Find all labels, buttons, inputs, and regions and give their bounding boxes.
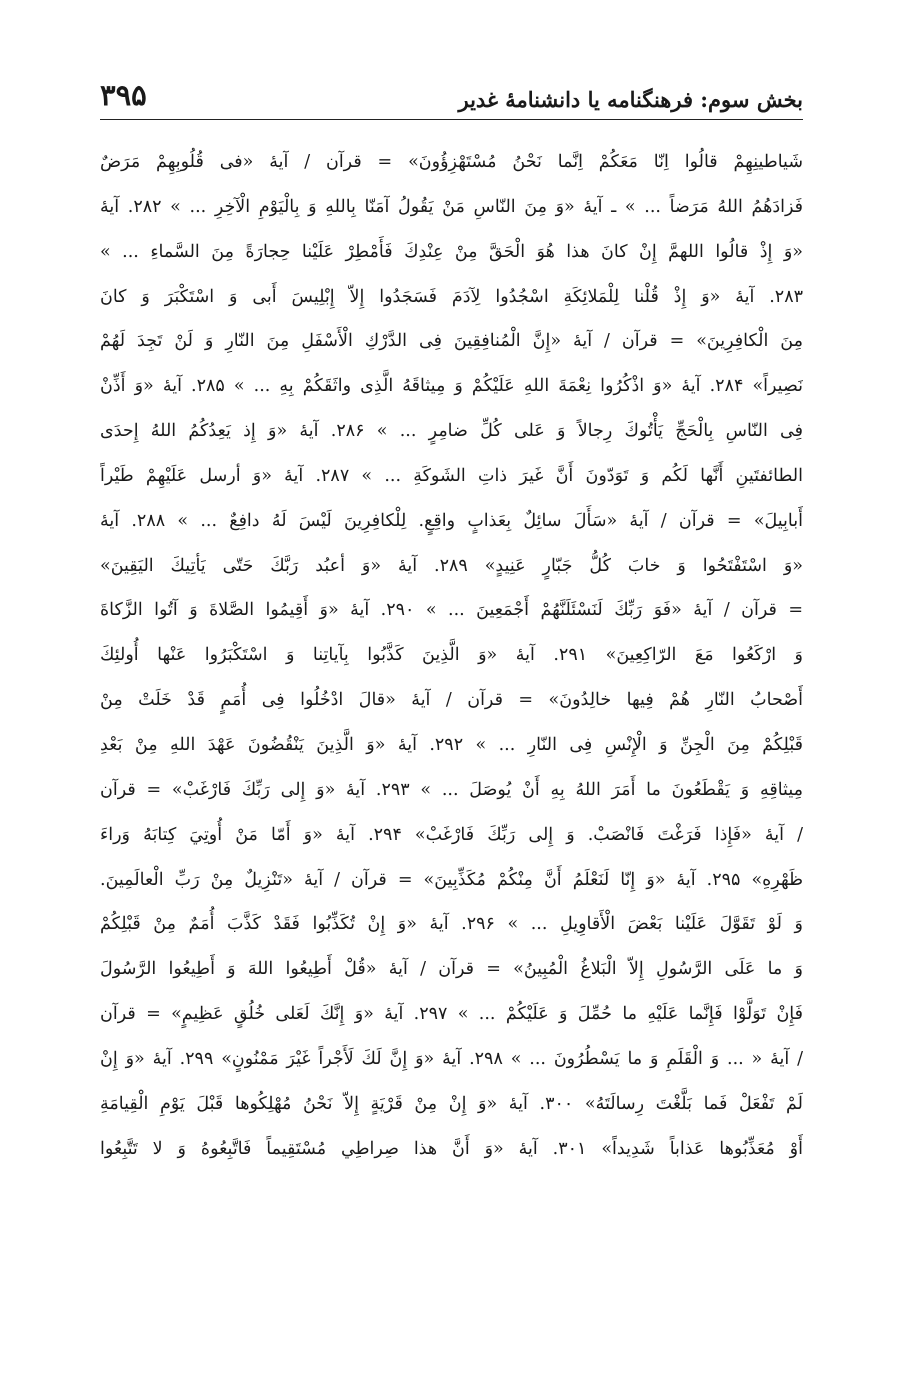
text-line: نَصِيراً» ۲۸۴. آيهٔ «وَ اذْكُرُوا نِعْمَةَ اللهِ عَلَيْكُمْ وَ مِيثاقَهُ الَّذِى واثَقَكُمْ بِهِ ... » ۲۸۵. آيهٔ «وَ أَذِّنْ — [100, 376, 803, 397]
text-line: ۲۸۳. آيهٔ «وَ إِذْ قُلْنا لِلْمَلائِكَةِ اسْجُدُوا لِآدَمَ فَسَجَدُوا إِلاّ إِبْلِيسَ أَبى وَ اسْتَكْبَرَ وَ كانَ — [100, 286, 803, 307]
text-line: مِنَ الْكافِرِينَ» = قرآن / آيهٔ «إِنَّ الْمُنافِقِينَ فِى الدَّرْكِ الْأَسْفَلِ مِنَ النّارِ وَ لَنْ تَجِدَ لَهُمْ — [100, 331, 803, 352]
text-line: وَ ارْكَعُوا مَعَ الرّاكِعِينَ» ۲۹۱. آيهٔ «وَ الَّذِينَ كَذَّبُوا بِآياتِنا وَ اسْتَكْبَرُوا عَنْها أُولئِكَ — [100, 645, 803, 666]
text-line: = قرآن / آيهٔ «فَوَ رَبِّكَ لَنَسْئَلَنَّهُمْ أَجْمَعِينَ ... » ۲۹۰. آيهٔ «وَ أَقِيمُوا الصَّلاةَ وَ آتُوا الزَّكاةَ — [100, 600, 803, 621]
text-line: فَإِنْ تَوَلَّوْا فَإِنَّما عَلَيْهِ ما حُمِّلَ وَ عَلَيْكُمْ ... » ۲۹۷. آيهٔ «وَ إِنَّكَ لَعَلى خُلُقٍ عَظِيمٍ» = قرآن — [100, 1004, 803, 1025]
text-line: شَياطينِهِمْ قالُوا اِنّا مَعَكُمْ اِنَّما نَحْنُ مُسْتَهْزِؤُونَ» = قرآن / آيهٔ «فى قُلُوبِهِمْ مَرَضٌ — [100, 152, 803, 172]
text-line: وَ لَوْ تَقَوَّلَ عَلَيْنا بَعْضَ الْأَقاوِيلِ ... » ۲۹۶. آيهٔ «وَ إِنْ تُكَذِّبُوا فَقَدْ كَذَّبَ أُمَمٌ مِنْ قَبْلِكُمْ — [100, 914, 803, 935]
text-line: أَبابِيلَ» = قرآن / آيهٔ «سَأَلَ سائِلٌ بِعَذابٍ واقِعٍ. لِلْكافِرِينَ لَيْسَ لَهُ دافِعٌ ... » ۲۸۸. آيهٔ — [100, 510, 803, 531]
body-text — [100, 140, 803, 1308]
text-line: قَبْلِكُمْ مِنَ الْجِنِّ وَ الْإِنْسِ فِى النّارِ ... » ۲۹۲. آيهٔ «وَ الَّذِينَ يَنْقُضُونَ عَهْدَ اللهِ مِنْ بَعْدِ — [100, 734, 803, 755]
text-line: / آيهٔ « ... وَ الْقَلَمِ وَ ما يَسْطُرُونَ ... » ۲۹۸. آيهٔ «وَ إِنَّ لَكَ لَأَجْراً غَيْرَ مَمْنُونٍ» ۲۹۹. آيهٔ «وَ إِنْ — [100, 1048, 803, 1069]
text-line — [100, 1171, 803, 1216]
text-line: فَزادَهُمُ اللهُ مَرَضاً ... » ـ آيهٔ «وَ مِنَ النّاسِ مَنْ يَقُولُ آمَنّا بِاللهِ وَ بِالْيَوْمِ الْآخِرِ ... » ۲۸۲. آيهٔ — [100, 196, 803, 217]
header-divider — [100, 119, 803, 120]
text-line: فِى النّاسِ بِالْحَجِّ يَأْتُوكَ رِجالاً وَ عَلى كُلِّ ضامِرٍ ... » ۲۸۶. آيهٔ «وَ إِذ يَعِدُكُمُ اللهُ إِحدَى — [100, 421, 803, 442]
text-line: / آيهٔ «فَإِذا فَرَغْتَ فَانْصَبْ. وَ إِلى رَبِّكَ فَارْغَبْ» ۲۹۴. آيهٔ «وَ أَمّا مَنْ أُوتِيَ كِتابَهُ وَراءَ — [100, 824, 803, 845]
text-line: ظَهْرِهِ» ۲۹۵. آيهٔ «وَ إِنّا لَنَعْلَمُ أَنَّ مِنْكُمْ مُكَذِّبِينَ» = قرآن / آيهٔ «تَنْزِيلٌ مِنْ رَبِّ الْعالَمِينَ. — [100, 869, 803, 890]
text-line: «وَ إِذْ قالُوا اللهمَّ إِنْ كانَ هذا هُوَ الْحَقَّ مِنْ عِنْدِكَ فَأَمْطِرْ عَلَيْنا حِجارَةً مِنَ السَّماءِ ... » — [100, 241, 803, 262]
text-line: مِيثاقِهِ وَ يَقْطَعُونَ ما أَمَرَ اللهُ بِهِ أَنْ يُوصَلَ ... » ۲۹۳. آيهٔ «وَ إِلى رَبِّكَ فَارْغَبْ» = قرآن — [100, 779, 803, 800]
text-line: «وَ اسْتَفْتَحُوا وَ خابَ كُلُّ جَبّارٍ عَنِيدٍ» ۲۸۹. آيهٔ «وَ أعبُد رَبَّكَ حَتّى يَأتِيكَ اليَقِينَ» — [100, 555, 803, 576]
text-line: أَصْحابُ النّارِ هُمْ فِيها خالِدُونَ» = قرآن / آيهٔ «قالَ ادْخُلُوا فِى أُمَمٍ قَدْ خَلَتْ مِنْ — [100, 690, 803, 711]
text-line: أَوْ مُعَذِّبُوها عَذاباً شَدِيداً» ۳۰۱. آيهٔ «وَ أَنَّ هذا صِراطِي مُسْتَقِيماً فَاتَّبِعُوهُ وَ لا تَتَّبِعُوا — [100, 1138, 803, 1159]
text-line — [100, 1216, 803, 1261]
running-head — [100, 70, 803, 110]
page-number: ۳۹۵ — [100, 78, 147, 112]
text-line: الطائفتَينِ أَنَّها لَكُم وَ تَوَدّونَ أَنَّ غَيرَ ذاتِ الشَوكَةِ ... » ۲۸۷. آيهٔ «وَ أرسل عَلَيْهِمْ طَيْراً — [100, 465, 803, 486]
text-line: وَ ما عَلَى الرَّسُولِ إِلاّ الْبَلاغُ الْمُبِينُ» = قرآن / آيهٔ «قُلْ أَطِيعُوا اللهَ وَ أَطِيعُوا الرَّسُولَ — [100, 959, 803, 980]
running-title: بخش سوم: فرهنگنامه یا دانشنامهٔ غدیر — [458, 87, 803, 112]
text-line — [100, 1261, 803, 1306]
text-line: لَمْ تَفْعَلْ فَما بَلَّغْتَ رِسالَتَهُ» ۳۰۰. آيهٔ «وَ إِنْ مِنْ قَرْيَةٍ إِلاّ نَحْنُ مُهْلِكُوها قَبْلَ يَوْمِ الْقِيامَةِ — [100, 1093, 803, 1114]
